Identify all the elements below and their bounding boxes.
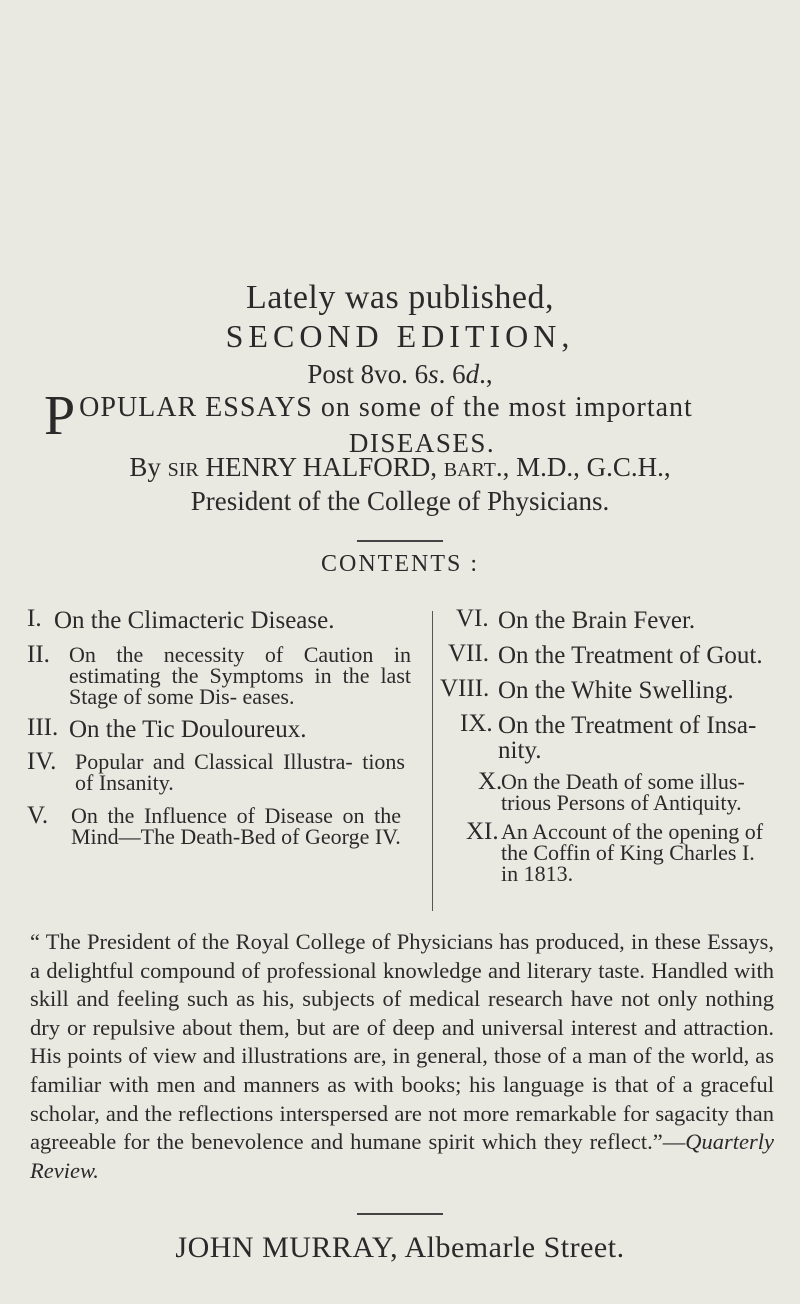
entry-text: On the Influence of Disease on the Mind—The Death-Bed of George IV.	[71, 803, 401, 849]
column-divider	[432, 611, 433, 911]
announcement: Lately was published,	[246, 279, 554, 316]
author-sir: SIR	[167, 459, 199, 481]
contents-entry	[27, 748, 427, 795]
price-suffix: .,	[479, 359, 493, 389]
quote-text: “ The President of the Royal College of Physicians has produced, in these Essays, a delightful compound of professional knowledge and literary taste. Handled with skill and feeling such as his, subjects of medical research have not only nothing dry or repulsive about them, but are of deep and universal interest and attraction. His points of view and illustrations are, in general, those of a man of the world, as familiar with men and manners as with books; his language is that of a graceful scholar, and the reflections interspersed are not more remarkable for sagacity than agreeable for the benevolence and humane spirit which they reflect.”—	[30, 929, 774, 1155]
quote-source: Quarterly Review.	[30, 1129, 774, 1183]
entry-text: On the Treatment of Insa- nity.	[498, 712, 757, 764]
price-pence: d	[465, 359, 480, 389]
contents-right-column	[440, 605, 780, 896]
entry-number: XI.	[466, 818, 499, 845]
divider-rule	[357, 540, 443, 542]
contents-entry	[440, 818, 780, 886]
contents-heading: CONTENTS :	[321, 551, 479, 577]
entry-text: On the Brain Fever.	[498, 607, 696, 634]
entry-text: On the Death of some illus- trious Persons of Antiquity.	[501, 769, 745, 815]
entry-text: On the White Swelling.	[498, 677, 734, 704]
price-prefix: Post 8vo. 6	[307, 359, 429, 389]
contents-entry	[440, 768, 780, 815]
author-rest: ., M.D., G.C.H.,	[495, 452, 671, 482]
author-role: President of the College of Physicians.	[190, 486, 610, 516]
entry-number: IX.	[460, 710, 493, 737]
entry-number: I.	[27, 605, 42, 632]
entry-number: II.	[27, 641, 50, 668]
book-title	[44, 385, 764, 458]
publisher-line: JOHN MURRAY, Albemarle Street.	[175, 1231, 625, 1264]
author-bart: BART	[443, 459, 496, 481]
contents-entry	[27, 714, 427, 743]
entry-number: IV.	[27, 748, 57, 775]
price-line	[0, 359, 800, 390]
entry-number: V.	[27, 802, 49, 829]
entry-text: Popular and Classical Illustra- tions of Insanity.	[75, 749, 405, 795]
drop-cap: P	[44, 385, 76, 447]
entry-number: VI.	[456, 605, 489, 632]
contents-left-column	[27, 605, 427, 859]
contents-entry	[27, 641, 427, 709]
title-line-1-text: OPULAR ESSAYS on some of the most important	[79, 392, 693, 423]
bottom-divider-rule	[357, 1213, 443, 1215]
price-mid: . 6	[438, 359, 466, 389]
author-line	[0, 452, 800, 483]
entry-text: On the Treatment of Gout.	[498, 642, 763, 669]
price-shillings: s	[428, 359, 439, 389]
entry-text: On the Climacteric Disease.	[54, 607, 335, 634]
contents-entry	[27, 802, 427, 849]
entry-number: VIII.	[440, 675, 490, 702]
entry-number: VII.	[448, 640, 489, 667]
contents-entry	[440, 640, 780, 669]
edition-line: SECOND EDITION,	[225, 318, 575, 354]
entry-text: An Account of the opening of the Coffin of King Charles I. in 1813.	[501, 819, 764, 886]
contents-entry	[27, 605, 427, 634]
entry-number: X.	[478, 768, 503, 795]
author-name: HENRY HALFORD,	[198, 452, 444, 482]
entry-number: III.	[27, 714, 59, 741]
author-by: By	[129, 452, 168, 482]
entry-text: On the Tic Douloureux.	[69, 716, 307, 743]
contents-entry	[440, 605, 780, 634]
contents-entry	[440, 675, 780, 704]
review-quote	[30, 928, 774, 1185]
contents-entry	[440, 710, 780, 764]
entry-text: On the necessity of Caution in estimating the Symptoms in the last Stage of some Dis- eases.	[69, 642, 411, 709]
title-line-2: DISEASES.	[348, 428, 496, 458]
